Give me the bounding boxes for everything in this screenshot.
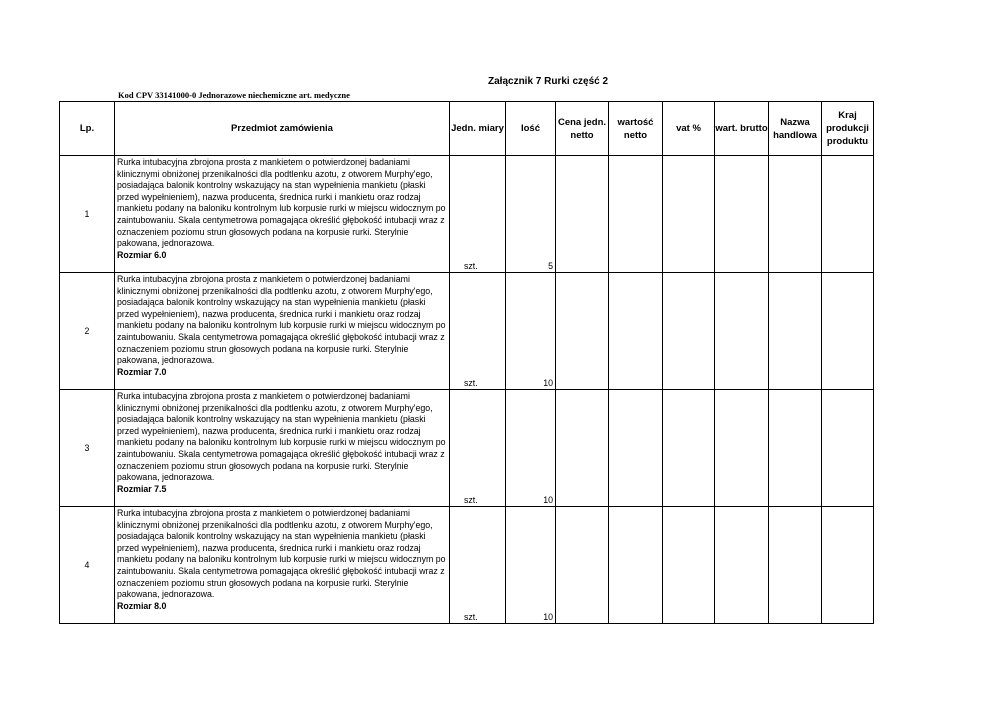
- col-nazwa-handlowa: Nazwa handlowa: [769, 102, 822, 156]
- price-cell[interactable]: [556, 390, 609, 507]
- net-value-cell[interactable]: [609, 390, 663, 507]
- net-value-cell[interactable]: [609, 273, 663, 390]
- quantity-cell: 10: [506, 507, 556, 624]
- vat-cell[interactable]: [663, 390, 715, 507]
- col-lp: Lp.: [60, 102, 115, 156]
- quantity-cell: 10: [506, 273, 556, 390]
- col-cena-netto: Cena jedn. netto: [556, 102, 609, 156]
- unit-cell: szt.: [450, 390, 506, 507]
- net-value-cell[interactable]: [609, 507, 663, 624]
- country-cell[interactable]: [822, 390, 874, 507]
- gross-value-cell[interactable]: [715, 273, 769, 390]
- col-vat: vat %: [663, 102, 715, 156]
- item-description: [115, 507, 450, 624]
- price-cell[interactable]: [556, 507, 609, 624]
- gross-value-cell[interactable]: [715, 507, 769, 624]
- unit-cell: szt.: [450, 507, 506, 624]
- description-text: Rurka intubacyjna zbrojona prosta z mankietem o potwierdzonej badaniami klinicznymi obniżonej przenikalności dla podtlenku azotu, z otworem Murphy'ego, posiadająca balonik kontrolny wskazujący na stan wypełnienia mankietu (płaski przed wypełnieniem), nazwa producenta, średnica rurki i mankietu oraz rodzaj mankietu podany na baloniku kontrolnym lub korpusie rurki w miejscu widocznym po zaintubowaniu. Skala centymetrowa pomagająca określić głębokość intubacji wraz z oznaczeniem poziomu strun głosowych podana na korpusie rurki. Sterylnie pakowana, jednorazowa.: [117, 274, 446, 366]
- size-label: Rozmiar 6.0: [117, 249, 167, 260]
- net-value-cell[interactable]: [609, 156, 663, 273]
- col-przedmiot: Przedmiot zamówienia: [115, 102, 450, 156]
- country-cell[interactable]: [822, 507, 874, 624]
- price-cell[interactable]: [556, 156, 609, 273]
- table-row: [60, 273, 874, 390]
- row-number: 4: [60, 507, 115, 624]
- gross-value-cell[interactable]: [715, 390, 769, 507]
- size-label: Rozmiar 8.0: [117, 600, 167, 611]
- document-title: Załącznik 7 Rurki część 2: [488, 76, 609, 87]
- vat-cell[interactable]: [663, 507, 715, 624]
- quantity-cell: 5: [506, 156, 556, 273]
- size-label: Rozmiar 7.5: [117, 483, 167, 494]
- order-table: [59, 101, 874, 624]
- col-wart-brutto: wart. brutto: [715, 102, 769, 156]
- table-row: [60, 507, 874, 624]
- country-cell[interactable]: [822, 273, 874, 390]
- vat-cell[interactable]: [663, 156, 715, 273]
- cpv-code: Kod CPV 33141000-0 Jednorazowe niechemiczne art. medyczne: [118, 90, 350, 100]
- trade-name-cell[interactable]: [769, 390, 822, 507]
- description-text: Rurka intubacyjna zbrojona prosta z mankietem o potwierdzonej badaniami klinicznymi obniżonej przenikalności dla podtlenku azotu, z otworem Murphy'ego, posiadająca balonik kontrolny wskazujący na stan wypełnienia mankietu (płaski przed wypełnieniem), nazwa producenta, średnica rurki i mankietu oraz rodzaj mankietu podany na baloniku kontrolnym lub korpusie rurki w miejscu widocznym po zaintubowaniu. Skala centymetrowa pomagająca określić głębokość intubacji wraz z oznaczeniem poziomu strun głosowych podana na korpusie rurki. Sterylnie pakowana, jednorazowa.: [117, 508, 446, 600]
- country-cell[interactable]: [822, 156, 874, 273]
- item-description: [115, 273, 450, 390]
- table-row: [60, 156, 874, 273]
- gross-value-cell[interactable]: [715, 156, 769, 273]
- item-description: [115, 156, 450, 273]
- trade-name-cell[interactable]: [769, 156, 822, 273]
- price-cell[interactable]: [556, 273, 609, 390]
- col-ilosc: Iość: [506, 102, 556, 156]
- col-jedn-miary: Jedn. miary: [450, 102, 506, 156]
- row-number: 2: [60, 273, 115, 390]
- trade-name-cell[interactable]: [769, 273, 822, 390]
- row-number: 1: [60, 156, 115, 273]
- trade-name-cell[interactable]: [769, 507, 822, 624]
- header-row: [60, 102, 874, 156]
- unit-cell: szt.: [450, 156, 506, 273]
- col-wartosc-netto: wartość netto: [609, 102, 663, 156]
- table-row: [60, 390, 874, 507]
- vat-cell[interactable]: [663, 273, 715, 390]
- item-description: [115, 390, 450, 507]
- quantity-cell: 10: [506, 390, 556, 507]
- unit-cell: szt.: [450, 273, 506, 390]
- description-text: Rurka intubacyjna zbrojona prosta z mankietem o potwierdzonej badaniami klinicznymi obniżonej przenikalności dla podtlenku azotu, z otworem Murphy'ego, posiadająca balonik kontrolny wskazujący na stan wypełnienia mankietu (płaski przed wypełnieniem), nazwa producenta, średnica rurki i mankietu oraz rodzaj mankietu podany na baloniku kontrolnym lub korpusie rurki w miejscu widocznym po zaintubowaniu. Skala centymetrowa pomagająca określić głębokość intubacji wraz z oznaczeniem poziomu strun głosowych podana na korpusie rurki. Sterylnie pakowana, jednorazowa.: [117, 157, 446, 249]
- col-kraj-produkcji: Kraj produkcji produktu: [822, 102, 874, 156]
- row-number: 3: [60, 390, 115, 507]
- description-text: Rurka intubacyjna zbrojona prosta z mankietem o potwierdzonej badaniami klinicznymi obniżonej przenikalności dla podtlenku azotu, z otworem Murphy'ego, posiadająca balonik kontrolny wskazujący na stan wypełnienia mankietu (płaski przed wypełnieniem), nazwa producenta, średnica rurki i mankietu oraz rodzaj mankietu podany na baloniku kontrolnym lub korpusie rurki w miejscu widocznym po zaintubowaniu. Skala centymetrowa pomagająca określić głębokość intubacji wraz z oznaczeniem poziomu strun głosowych podana na korpusie rurki. Sterylnie pakowana, jednorazowa.: [117, 391, 446, 483]
- size-label: Rozmiar 7.0: [117, 366, 167, 377]
